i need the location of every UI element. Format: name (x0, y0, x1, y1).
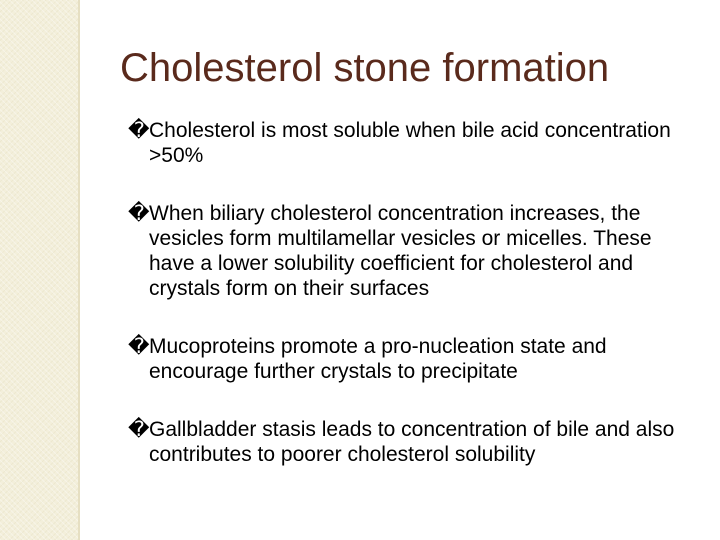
bullet-item (128, 118, 700, 168)
bullet-text: Mucoproteins promote a pro-nucleation state and encourage further crystals to precipitate (149, 335, 607, 383)
bullet-item (128, 201, 700, 301)
bullet-list (128, 118, 700, 500)
slide-title: Cholesterol stone formation (120, 46, 610, 90)
bullet-marker-icon: � (128, 335, 150, 358)
decorative-side-band (0, 0, 78, 540)
bullet-marker-icon: � (128, 202, 150, 225)
bullet-text: Gallbladder stasis leads to concentration of bile and also contributes to poorer cholesterol solubility (149, 418, 675, 466)
bullet-item (128, 334, 700, 384)
bullet-marker-icon: � (128, 119, 150, 142)
bullet-item (128, 417, 700, 467)
side-band-divider (78, 0, 80, 540)
bullet-marker-icon: � (128, 418, 150, 441)
bullet-text: Cholesterol is most soluble when bile acid concentration >50% (149, 119, 671, 167)
bullet-text: When biliary cholesterol concentration increases, the vesicles form multilamellar vesicles or micelles. These have a lower solubility coefficient for cholesterol and crystals form on their surfaces (149, 202, 652, 300)
